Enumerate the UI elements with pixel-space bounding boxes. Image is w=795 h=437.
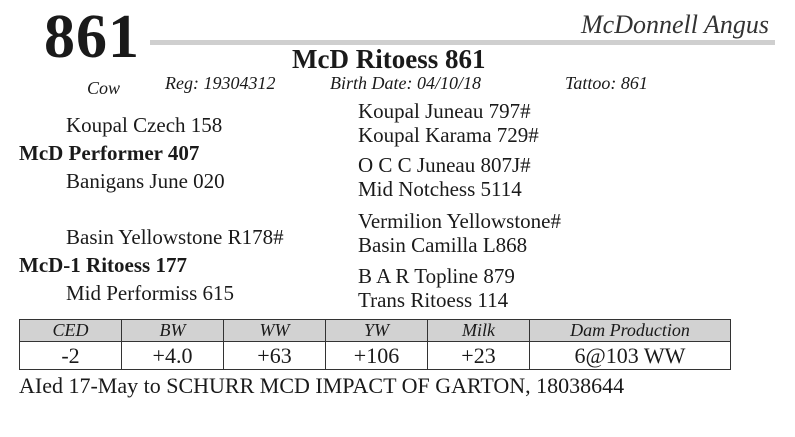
- breeder-name: McDonnell Angus: [581, 10, 769, 39]
- pedigree-sire-dam: Banigans June 020: [66, 169, 225, 193]
- pedigree-dam-sire-dam: Basin Camilla L868: [358, 233, 528, 257]
- pedigree-dam-sire-sire: Vermilion Yellowstone#: [358, 209, 562, 233]
- pedigree-sire-sire: Koupal Czech 158: [66, 113, 223, 137]
- epd-value-yw: +106: [326, 342, 428, 370]
- pedigree-dam-dam-sire: B A R Topline 879: [358, 264, 515, 288]
- epd-table: [19, 319, 731, 370]
- animal-name: McD Ritoess 861: [292, 44, 486, 74]
- lot-number: 861: [44, 3, 140, 71]
- epd-header-bw: BW: [122, 320, 224, 342]
- animal-sex: Cow: [87, 78, 121, 98]
- epd-header-dam-production: Dam Production: [530, 320, 731, 342]
- epd-value-row: [20, 342, 731, 370]
- pedigree-sire-sire-sire: Koupal Juneau 797#: [358, 99, 531, 123]
- epd-value-bw: +4.0: [122, 342, 224, 370]
- epd-value-ww: +63: [224, 342, 326, 370]
- registration-number: Reg: 19304312: [165, 73, 276, 93]
- epd-header-ww: WW: [224, 320, 326, 342]
- tattoo: Tattoo: 861: [565, 73, 648, 93]
- pedigree-sire-dam-dam: Mid Notchess 5114: [358, 177, 522, 201]
- pedigree-dam-sire: Basin Yellowstone R178#: [66, 225, 284, 249]
- pedigree-sire-dam-sire: O C C Juneau 807J#: [358, 153, 531, 177]
- pedigree-sire: McD Performer 407: [19, 141, 200, 165]
- epd-header-ced: CED: [20, 320, 122, 342]
- epd-value-dam-production: 6@103 WW: [530, 342, 731, 370]
- epd-header-row: [20, 320, 731, 342]
- pedigree-dam: McD-1 Ritoess 177: [19, 253, 187, 277]
- epd-value-milk: +23: [428, 342, 530, 370]
- epd-header-yw: YW: [326, 320, 428, 342]
- pedigree-dam-dam-dam: Trans Ritoess 114: [358, 288, 509, 312]
- pedigree-dam-dam: Mid Performiss 615: [66, 281, 234, 305]
- epd-value-ced: -2: [20, 342, 122, 370]
- birth-date: Birth Date: 04/10/18: [330, 73, 481, 93]
- pedigree-sire-sire-dam: Koupal Karama 729#: [358, 123, 539, 147]
- epd-header-milk: Milk: [428, 320, 530, 342]
- breeding-note: AIed 17-May to SCHURR MCD IMPACT OF GARTON, 18038644: [19, 373, 625, 398]
